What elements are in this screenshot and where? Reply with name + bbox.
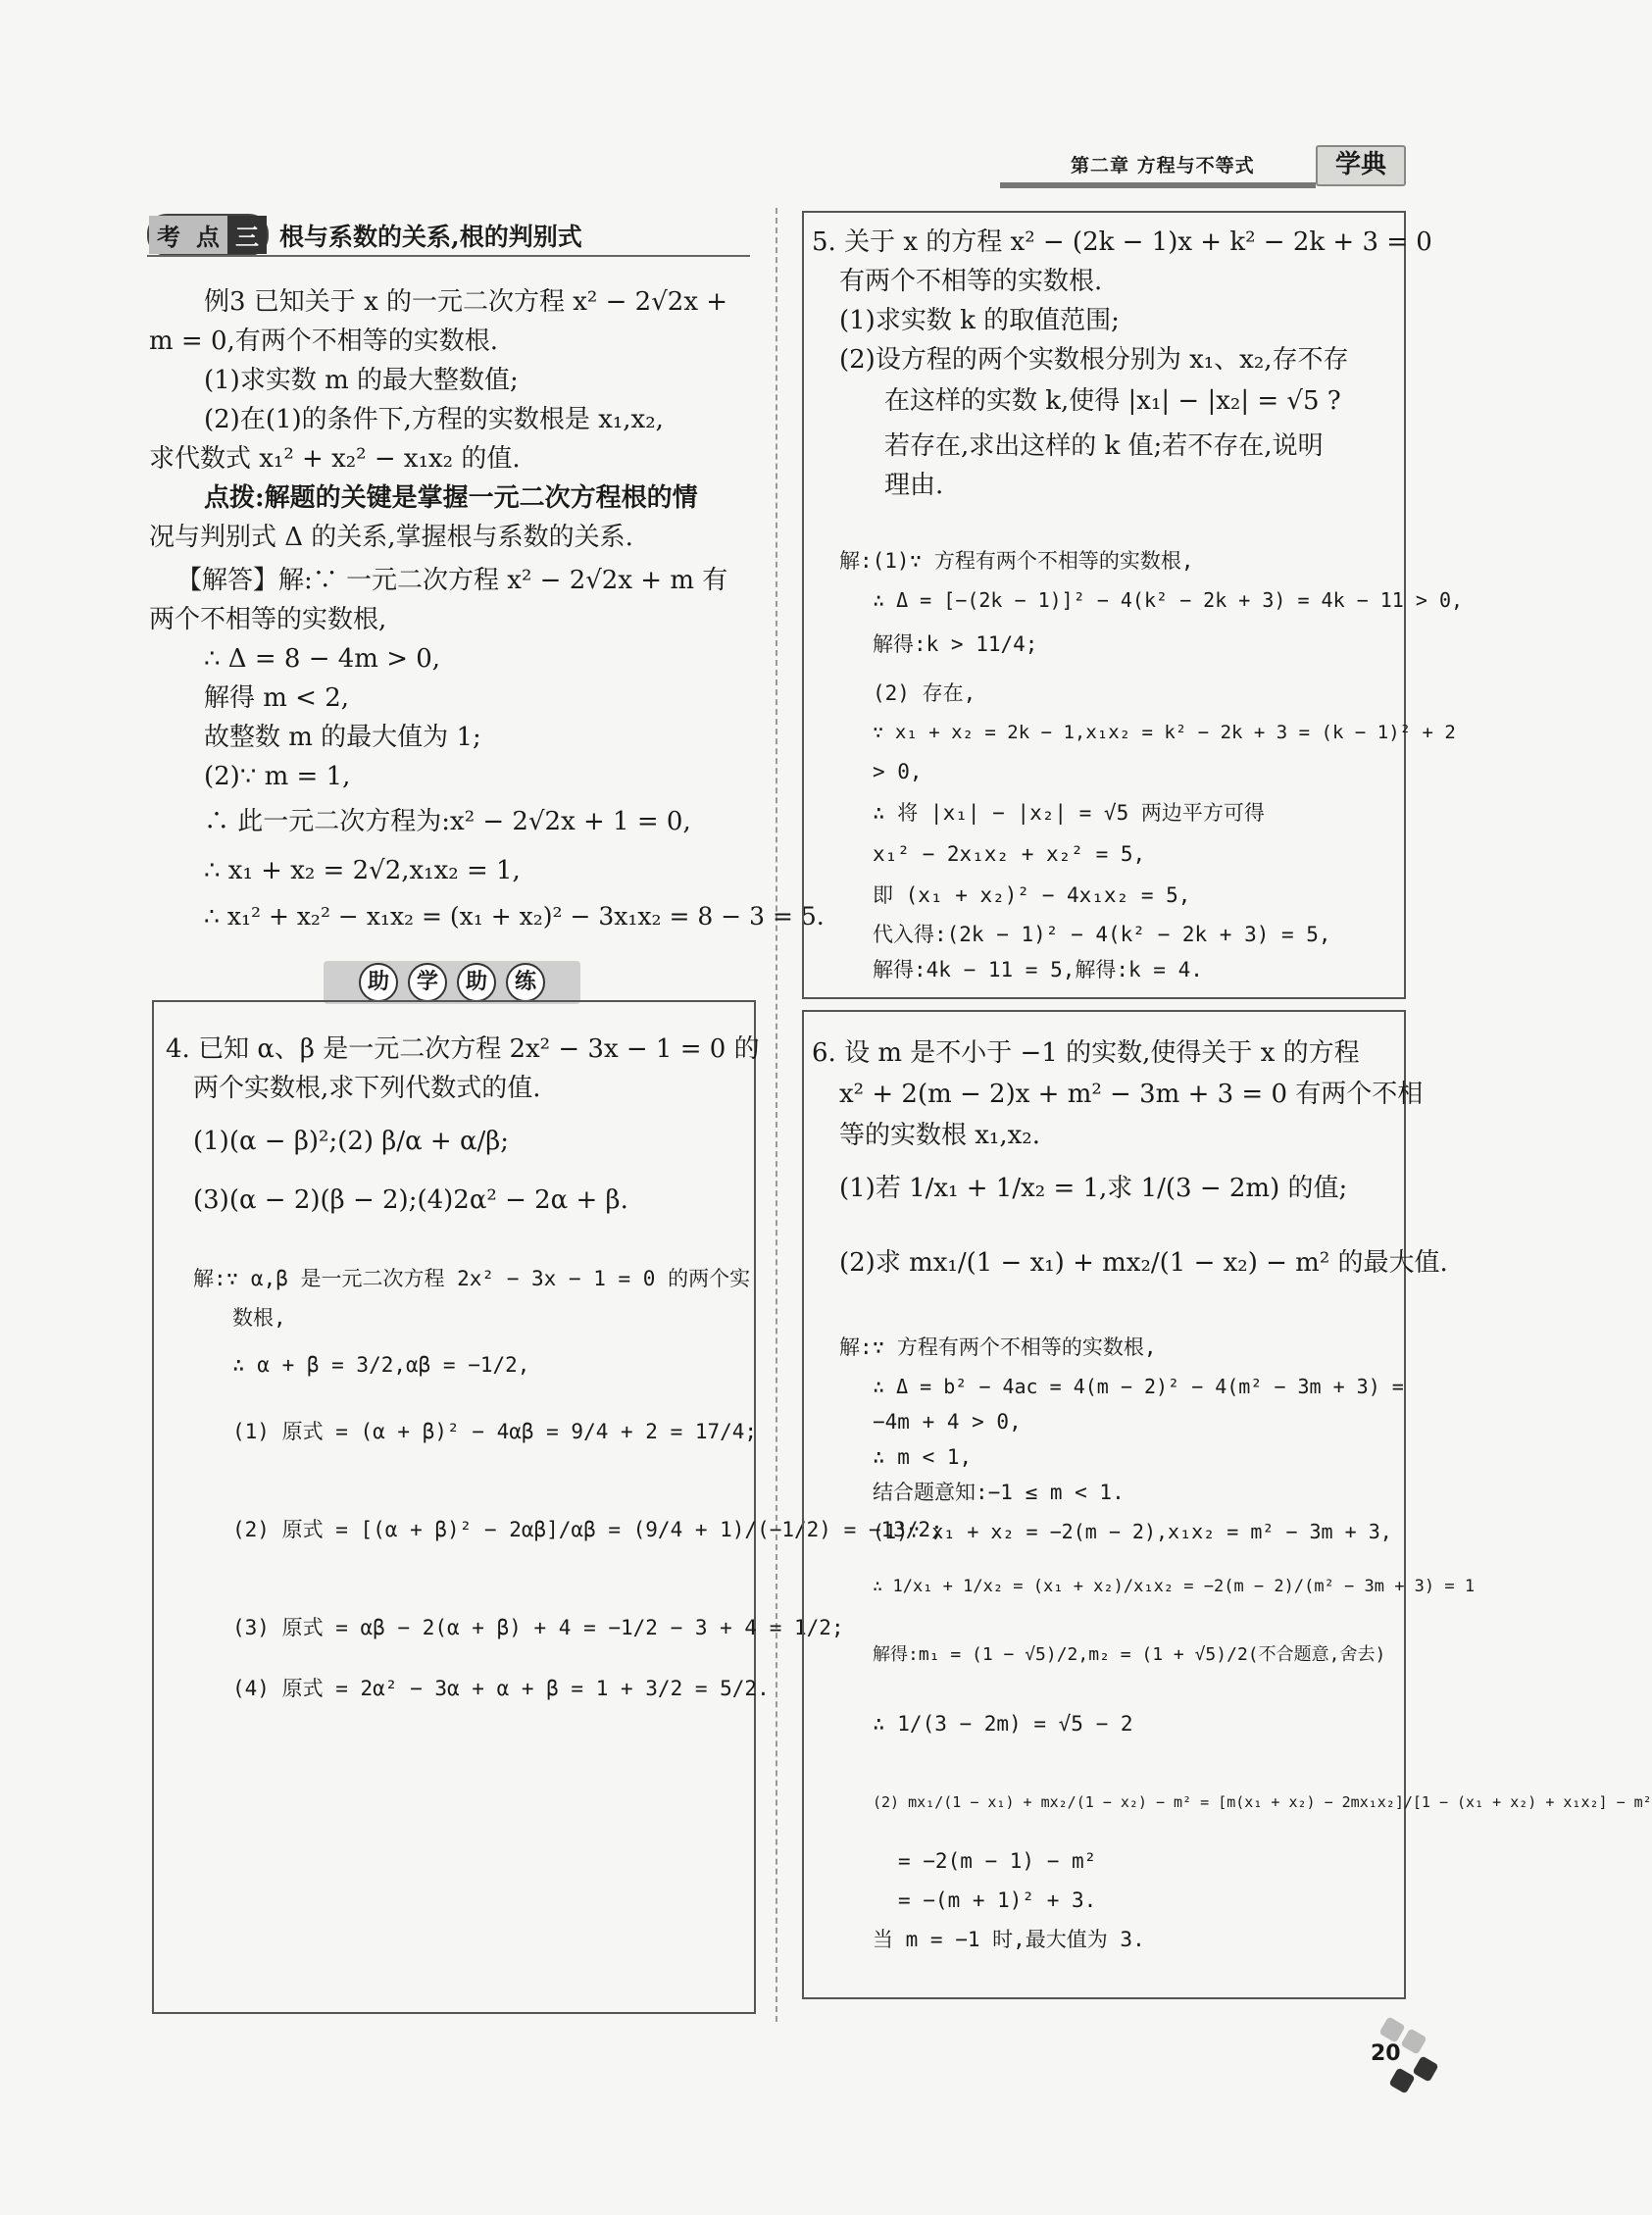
q4-solution-line: 解:∵ α,β 是一元二次方程 2x² − 3x − 1 = 0 的两个实 — [193, 1267, 751, 1290]
ex3-line: 求代数式 x₁² + x₂² − x₁x₂ 的值. — [149, 444, 521, 474]
q5-problem-line: 若存在,求出这样的 k 值;若不存在,说明 — [884, 431, 1324, 461]
q4-problem-line: 4. 已知 α、β 是一元二次方程 2x² − 3x − 1 = 0 的 — [166, 1034, 760, 1064]
q5-solution-line: ∵ x₁ + x₂ = 2k − 1,x₁x₂ = k² − 2k + 3 = (k − 1)² + 2 — [873, 722, 1456, 743]
q5-solution-line: 解得:k > 11/4; — [873, 632, 1038, 656]
q6-problem-line: (2)求 mx₁/(1 − x₁) + mx₂/(1 − x₂) − m² 的最大值. — [839, 1248, 1448, 1278]
hint-line: 况与判别式 Δ 的关系,掌握根与系数的关系. — [149, 523, 633, 552]
chapter-title: 第二章 方程与不等式 — [1071, 155, 1255, 176]
practice-banner — [324, 961, 580, 1004]
q5-solution-line: 解得:4k − 11 = 5,解得:k = 4. — [873, 958, 1203, 982]
q6-solution-line: 解:∵ 方程有两个不相等的实数根, — [839, 1335, 1157, 1359]
q6-solution-line: 当 m = −1 时,最大值为 3. — [873, 1928, 1145, 1951]
question-5-box — [802, 211, 1464, 999]
badge-char-2: 点 — [188, 216, 227, 254]
q5-solution-line: 解:(1)∵ 方程有两个不相等的实数根, — [839, 549, 1194, 573]
section-rule — [147, 255, 750, 257]
answer-line: (2)∵ m = 1, — [204, 762, 351, 791]
q6-solution-line: ∴ 1/(3 − 2m) = √5 − 2 — [873, 1712, 1133, 1736]
hexagon-icon — [1388, 2067, 1415, 2093]
q6-solution-line: (2) mx₁/(1 − x₁) + mx₂/(1 − x₂) − m² = [m(x₁ + x₂) − 2mx₁x₂]/[1 − (x₁ + x₂) + x₁x₂] − m² — [873, 1793, 1652, 1811]
q4-solution-line: ∴ α + β = 3/2,αβ = −1/2, — [232, 1353, 530, 1377]
q4-problem-line: 两个实数根,求下列代数式的值. — [193, 1074, 541, 1103]
q5-problem-line: (2)设方程的两个实数根分别为 x₁、x₂,存不存 — [839, 345, 1349, 375]
q5-solution-line: > 0, — [873, 760, 923, 783]
hint-line: 点拨:解题的关键是掌握一元二次方程根的情 — [204, 483, 698, 513]
q5-solution-line: x₁² − 2x₁x₂ + x₂² = 5, — [873, 842, 1146, 866]
answer-line: 解得 m < 2, — [204, 683, 350, 713]
q4-solution-line: 数根, — [232, 1306, 286, 1330]
answer-line: ∴ Δ = 8 − 4m > 0, — [204, 644, 441, 674]
q6-solution-line: (1)∵ x₁ + x₂ = −2(m − 2),x₁x₂ = m² − 3m + 3, — [873, 1520, 1392, 1543]
q6-solution-line: = −(m + 1)² + 3. — [898, 1888, 1097, 1912]
q4-solution-line: (4) 原式 = 2α² − 3α + α + β = 1 + 3/2 = 5/2. — [232, 1677, 770, 1700]
column-divider — [776, 208, 777, 2022]
publisher-logo: 学典 — [1316, 145, 1406, 186]
question-6-box — [802, 1010, 1652, 1999]
answer-line: ∴ x₁² + x₂² − x₁x₂ = (x₁ + x₂)² − 3x₁x₂ = 8 − 3 = 5. — [204, 902, 825, 931]
badge-char-3: 三 — [227, 216, 267, 254]
answer-line: 【解答】解:∵ 一元二次方程 x² − 2√2x + m 有 — [176, 566, 728, 595]
q4-solution-line: (2) 原式 = [(α + β)² − 2αβ]/αβ = (9/4 + 1)/(−1/2) = −13/2; — [232, 1518, 943, 1541]
q4-problem-line: (1)(α − β)²;(2) β/α + α/β; — [193, 1127, 510, 1156]
q5-problem-line: 在这样的实数 k,使得 |x₁| − |x₂| = √5 ? — [884, 386, 1341, 416]
q6-solution-line: −4m + 4 > 0, — [873, 1410, 1022, 1434]
answer-line: ∴ x₁ + x₂ = 2√2,x₁x₂ = 1, — [204, 856, 521, 885]
q6-solution-line: ∴ Δ = b² − 4ac = 4(m − 2)² − 4(m² − 3m + 3) = — [873, 1375, 1404, 1398]
q4-solution-line: (3) 原式 = αβ − 2(α + β) + 4 = −1/2 − 3 + 4 = 1/2; — [232, 1616, 844, 1639]
q6-problem-line: 6. 设 m 是不小于 −1 的实数,使得关于 x 的方程 — [812, 1038, 1360, 1068]
ex3-line: 例3 已知关于 x 的一元二次方程 x² − 2√2x + — [204, 287, 728, 317]
ex3-line: (1)求实数 m 的最大整数值; — [204, 366, 519, 395]
hexagon-icon — [1400, 2028, 1427, 2054]
banner-char: 助 — [457, 963, 496, 1002]
q4-problem-line: (3)(α − 2)(β − 2);(4)2α² − 2α + β. — [193, 1185, 628, 1215]
page-number: 20 — [1371, 2041, 1401, 2066]
answer-line: 两个不相等的实数根, — [149, 605, 387, 634]
q5-problem-line: 理由. — [884, 471, 944, 500]
q6-problem-line: (1)若 1/x₁ + 1/x₂ = 1,求 1/(3 − 2m) 的值; — [839, 1174, 1348, 1203]
q6-solution-line: 结合题意知:−1 ≤ m < 1. — [873, 1481, 1125, 1504]
q4-solution-line: (1) 原式 = (α + β)² − 4αβ = 9/4 + 2 = 17/4; — [232, 1420, 758, 1443]
q6-problem-line: 等的实数根 x₁,x₂. — [839, 1121, 1040, 1150]
answer-line: ∴ 此一元二次方程为:x² − 2√2x + 1 = 0, — [204, 807, 691, 836]
header-rule — [1000, 182, 1316, 188]
banner-char: 学 — [408, 963, 447, 1002]
q6-solution-line: ∴ m < 1, — [873, 1445, 973, 1469]
q5-problem-line: 有两个不相等的实数根. — [839, 267, 1103, 296]
ex3-line: (2)在(1)的条件下,方程的实数根是 x₁,x₂, — [204, 405, 664, 434]
q5-problem-line: (1)求实数 k 的取值范围; — [839, 306, 1120, 335]
q5-problem-line: 5. 关于 x 的方程 x² − (2k − 1)x + k² − 2k + 3 = 0 — [812, 227, 1432, 257]
q5-solution-line: (2) 存在, — [873, 681, 976, 705]
answer-line: 故整数 m 的最大值为 1; — [204, 723, 481, 752]
q5-solution-line: ∴ 将 |x₁| − |x₂| = √5 两边平方可得 — [873, 801, 1265, 825]
chapter-header — [1000, 145, 1392, 186]
section-title: 根与系数的关系,根的判别式 — [279, 223, 582, 251]
q5-solution-line: ∴ Δ = [−(2k − 1)]² − 4(k² − 2k + 3) = 4k − 11 > 0, — [873, 588, 1464, 612]
ex3-line: m = 0,有两个不相等的实数根. — [149, 327, 499, 356]
q5-solution-line: 即 (x₁ + x₂)² − 4x₁x₂ = 5, — [873, 883, 1191, 907]
q6-solution-line: ∴ 1/x₁ + 1/x₂ = (x₁ + x₂)/x₁x₂ = −2(m − 2)/(m² − 3m + 3) = 1 — [873, 1577, 1476, 1596]
section-badge — [147, 214, 269, 256]
banner-char: 助 — [359, 963, 398, 1002]
badge-char-1: 考 — [149, 216, 188, 254]
q6-solution-line: = −2(m − 1) − m² — [898, 1849, 1097, 1873]
hexagon-icon — [1378, 2016, 1405, 2042]
q5-solution-line: 代入得:(2k − 1)² − 4(k² − 2k + 3) = 5, — [873, 923, 1331, 946]
banner-char: 练 — [506, 963, 545, 1002]
q6-problem-line: x² + 2(m − 2)x + m² − 3m + 3 = 0 有两个不相 — [839, 1080, 1424, 1109]
hexagon-icon — [1412, 2055, 1438, 2082]
q6-solution-line: 解得:m₁ = (1 − √5)/2,m₂ = (1 + √5)/2(不合题意,舍去) — [873, 1644, 1386, 1665]
